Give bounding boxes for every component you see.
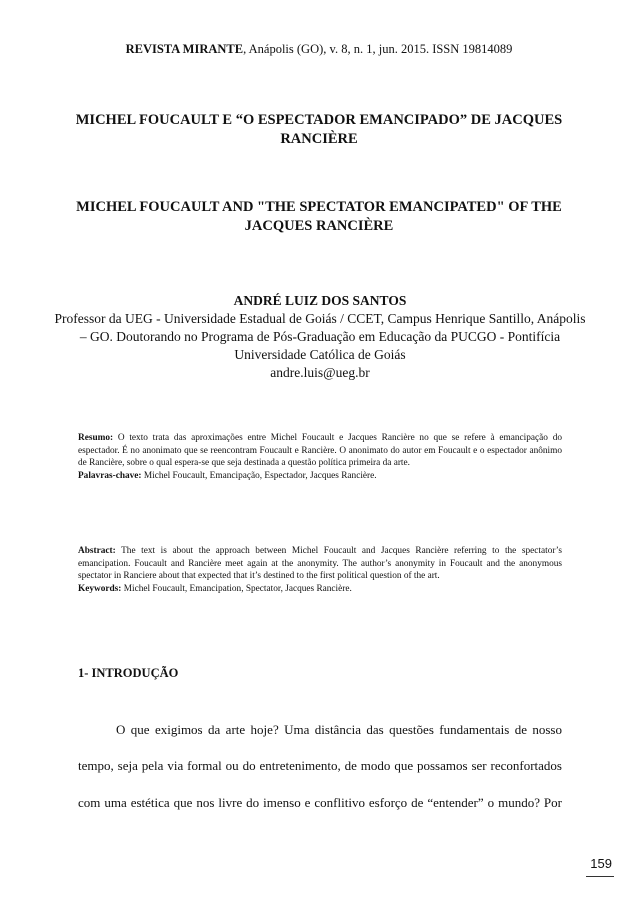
abstract-block bbox=[78, 545, 562, 596]
author-name: ANDRÉ LUIZ DOS SANTOS bbox=[233, 293, 407, 308]
resumo-label: Resumo: bbox=[78, 433, 114, 443]
author-block bbox=[50, 292, 590, 382]
journal-name: REVISTA MIRANTE bbox=[125, 42, 244, 56]
title-portuguese: MICHEL FOUCAULT E “O ESPECTADOR EMANCIPADO” DE JACQUES RANCIÈRE bbox=[75, 112, 563, 147]
journal-details: , Anápolis (GO), v. 8, n. 1, jun. 2015. ISSN 19814089 bbox=[243, 42, 513, 56]
body-line-3: com uma estética que nos livre do imenso e conflitivo esforço de “entender” o mundo? Por bbox=[78, 795, 562, 810]
abstract-text: The text is about the approach between Michel Foucault and Jacques Rancière referring to the spectator’s emancipation. Foucault and Rancière meet again at the anonymity. The author’s anonymity in Foucault and the anonymous spectator in Ranciere about that expected that it’s destined to the first political question of the art. bbox=[78, 546, 562, 582]
resumo-paragraph bbox=[78, 432, 562, 470]
body-line-2: tempo, seja pela via formal ou do entretenimento, de modo que possamos ser reconfortados bbox=[78, 758, 562, 773]
author-affiliation: Professor da UEG - Universidade Estadual de Goiás / CCET, Campus Henrique Santillo, Anápolis – GO. Doutorando no Programa de Pós-Graduação em Educação da PUCGO - Pontifícia Universidade Católica de Goiás bbox=[54, 311, 586, 362]
palavras-chave-line bbox=[78, 470, 562, 483]
body-line-1: O que exigimos da arte hoje? Uma distância das questões fundamentais de nosso bbox=[116, 722, 562, 737]
section-heading: 1- INTRODUÇÃO bbox=[78, 666, 179, 680]
resumo-text: O texto trata das aproximações entre Michel Foucault e Jacques Rancière no que se refere à emancipação do espectador. É no anonimato que se reencontram Foucault e Rancière. O anonimato do autor em Foucault e o espectador anônimo de Rancière, sobre o qual espera-se que seja destinada a questão política primeira da arte. bbox=[78, 433, 562, 469]
palavras-chave-label: Palavras-chave: bbox=[78, 471, 142, 482]
palavras-chave-text: Michel Foucault, Emancipação, Espectador, Jacques Rancière. bbox=[141, 471, 377, 482]
keywords-line bbox=[78, 583, 562, 596]
page-number: 159 bbox=[590, 856, 612, 871]
keywords-label: Keywords: bbox=[78, 584, 122, 595]
abstract-label: Abstract: bbox=[78, 546, 116, 556]
page-number-rule bbox=[586, 876, 614, 877]
keywords-text: Michel Foucault, Emancipation, Spectator, Jacques Rancière. bbox=[121, 584, 352, 595]
title-english: MICHEL FOUCAULT AND "THE SPECTATOR EMANCIPATED" OF THE JACQUES RANCIÈRE bbox=[76, 199, 562, 234]
journal-header bbox=[0, 42, 638, 57]
author-email: andre.luis@ueg.br bbox=[270, 365, 370, 380]
resumo-block bbox=[78, 432, 562, 483]
abstract-paragraph bbox=[78, 545, 562, 583]
